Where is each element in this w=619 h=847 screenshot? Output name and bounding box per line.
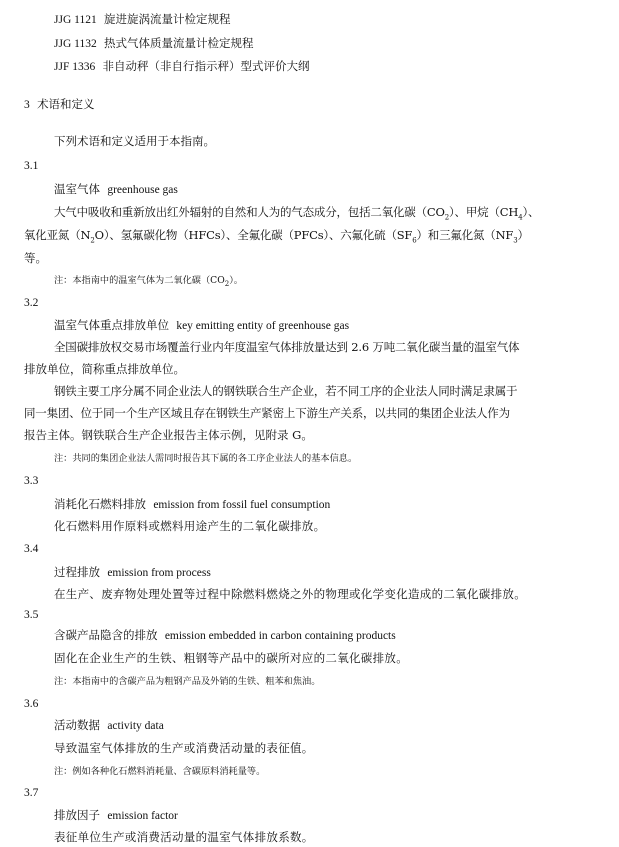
ref-line-2 — [54, 36, 254, 51]
definition-line: 化石燃料用作原料或燃料用途产生的二氧化碳排放。 — [54, 519, 326, 533]
term-en: emission from process — [107, 567, 211, 579]
term-number: 3.2 — [24, 297, 39, 309]
term-zh: 含碳产品隐含的排放 — [54, 628, 158, 642]
definition-line: 等。 — [24, 251, 47, 265]
ref-title: 旋进旋涡流量计检定规程 — [104, 12, 231, 26]
term-zh: 过程排放 — [54, 565, 100, 579]
ref-code: JJF 1336 — [54, 61, 96, 73]
term-en: emission embedded in carbon containing products — [164, 630, 396, 642]
definition-line: 排放单位，简称重点排放单位。 — [24, 362, 185, 376]
term-heading — [54, 565, 211, 580]
definition-line: 全国碳排放权交易市场覆盖行业内年度温室气体排放量达到 2.6 万吨二氧化碳当量的温室气体 — [54, 340, 520, 354]
definition-line: 在生产、废弃物处理处置等过程中除燃料燃烧之外的物理或化学变化造成的二氧化碳排放。 — [54, 587, 526, 601]
section-heading — [24, 97, 95, 112]
term-en: greenhouse gas — [107, 184, 178, 196]
term-zh: 消耗化石燃料排放 — [54, 497, 146, 511]
ref-title: 热式气体质量流量计检定规程 — [104, 36, 254, 50]
definition-line: 导致温室气体排放的生产或消费活动量的表征值。 — [54, 741, 314, 755]
term-heading — [54, 808, 178, 823]
definition-line: 氧化亚氮$(N_2O)$、氢氟碳化物（HFCs）、全氟化碳（PFCs）、六氟化硫$(SF_6)$和三氟化氮$(NF_3)$ — [24, 228, 529, 245]
ref-code: JJG 1121 — [54, 14, 97, 26]
term-zh: 温室气体 — [54, 182, 100, 196]
section-number: 3 — [24, 99, 30, 111]
term-en: key emitting entity of greenhouse gas — [176, 320, 350, 332]
definition-line: 同一集团、位于同一个生产区域且存在钢铁生产紧密上下游生产关系，以共同的集团企业法人作为 — [24, 406, 510, 420]
term-number: 3.4 — [24, 543, 39, 555]
definition-line: 大气中吸收和重新放出红外辐射的自然和人为的气态成分，包括二氧化碳$(CO_2)$、甲烷$(CH_4)$、 — [54, 205, 540, 222]
ref-title: 非自动秤（非自行指示秤）型式评价大纲 — [102, 59, 310, 73]
term-heading — [54, 182, 178, 197]
ref-code: JJG 1132 — [54, 38, 97, 50]
note: 注：共同的集团企业法人需同时报告其下属的各工序企业法人的基本信息。 — [54, 453, 358, 464]
term-zh: 排放因子 — [54, 808, 100, 822]
note: 注：例如各种化石燃料消耗量、含碳原料消耗量等。 — [54, 766, 266, 777]
term-zh: 温室气体重点排放单位 — [54, 318, 169, 332]
term-number: 3.6 — [24, 698, 39, 710]
term-heading — [54, 318, 349, 333]
term-heading — [54, 497, 330, 512]
term-number: 3.7 — [24, 787, 39, 799]
term-number: 3.3 — [24, 475, 39, 487]
intro-text: 下列术语和定义适用于本指南。 — [54, 134, 215, 148]
term-number: 3.5 — [24, 609, 39, 621]
section-title: 术语和定义 — [37, 97, 95, 111]
definition-line: 报告主体。钢铁联合生产企业报告主体示例，见附录 G。 — [24, 428, 313, 442]
term-heading — [54, 628, 396, 643]
note: 注：本指南中的含碳产品为粗钢产品及外销的生铁、粗苯和焦油。 — [54, 676, 321, 687]
definition-line: 钢铁主要工序分属不同企业法人的钢铁联合生产企业，若不同工序的企业法人同时满足隶属于 — [54, 384, 518, 398]
ref-line-1 — [54, 12, 231, 27]
term-zh: 活动数据 — [54, 718, 100, 732]
ref-line-3 — [54, 59, 310, 74]
note: 注：本指南中的温室气体为二氧化碳$(CO_2)$。 — [54, 275, 243, 288]
term-en: emission from fossil fuel consumption — [153, 499, 331, 511]
definition-line: 固化在企业生产的生铁、粗钢等产品中的碳所对应的二氧化碳排放。 — [54, 651, 408, 665]
term-en: emission factor — [107, 810, 178, 822]
definition-line: 表征单位生产或消费活动量的温室气体排放系数。 — [54, 830, 314, 844]
term-en: activity data — [107, 720, 164, 732]
term-heading — [54, 718, 164, 733]
term-number: 3.1 — [24, 160, 39, 172]
